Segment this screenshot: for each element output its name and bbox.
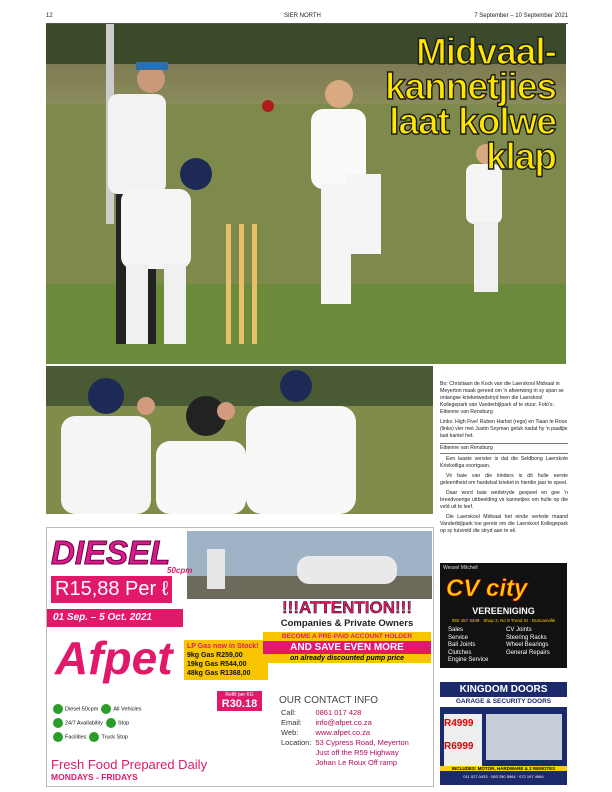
icon-label: All Vehicles	[113, 706, 142, 713]
cv-services-right	[506, 627, 550, 657]
garage-door-image	[486, 714, 562, 760]
contact-key: Web:	[281, 728, 299, 737]
main-photo	[46, 24, 566, 364]
refill-box	[217, 691, 262, 711]
paper-name: SIER NORTH	[284, 13, 321, 19]
vehicle-icon	[101, 704, 111, 714]
fresh-food-line: Fresh Food Prepared Daily	[51, 757, 208, 772]
issue-dates: 7 September – 10 September 2021	[474, 13, 568, 19]
cv-service: Engine Service	[448, 657, 489, 663]
cv-city-logo: CV city	[446, 575, 528, 602]
caption-second: Links: High Five! Ruben Harbst (regs) en Tiaan le Roux (links) vier met Justin Snyman geluk nadat hy 'n paaltjie laat kantel het.	[440, 419, 568, 439]
icon-label: 24/7 Availability	[65, 720, 103, 727]
second-photo	[46, 366, 433, 514]
diesel-title: DIESEL	[51, 534, 171, 571]
contact-row	[279, 728, 411, 738]
article-text	[440, 381, 568, 538]
headline-line-2: kannetjies	[385, 66, 556, 107]
cv-sub: VEREENIGING	[472, 606, 535, 616]
kd-footer: INCLUDES: MOTOR, HARDWARE & 2 REMOTES	[440, 766, 567, 771]
contact-table	[279, 708, 411, 768]
contact-row	[279, 738, 411, 748]
contact-row	[279, 758, 411, 768]
afpet-advert	[46, 527, 434, 787]
cv-service: Ball Joints	[448, 642, 476, 648]
icon-label: Facilities	[65, 734, 87, 741]
headline-line-3: laat kolwe	[389, 101, 556, 142]
kd-contact: 011 027 0433 · 083 290 5964 · 072 197 4964	[463, 774, 544, 779]
diesel-icon	[53, 704, 63, 714]
contact-value: info@afpet.co.za	[315, 718, 372, 727]
contact-info	[279, 695, 431, 768]
cv-service: Wheel Bearings	[506, 642, 549, 648]
high-five-photo	[46, 366, 433, 514]
contact-row	[279, 708, 411, 718]
cv-city-advert	[440, 563, 567, 668]
cents-off: 50cpm	[167, 566, 193, 575]
become-line: BECOME A PRE-PAID ACCOUNT HOLDER	[263, 632, 431, 641]
shop-icon	[106, 718, 116, 728]
days-line: MONDAYS - FRIDAYS	[51, 772, 138, 782]
facilities-icon	[53, 732, 63, 742]
fuel-station-photo	[187, 531, 432, 599]
service-icons	[53, 704, 173, 742]
body-paragraph: Vir baie van die kinders is dit hulle eerste geleentheid om hardebal krieket in hierdie jaar te speel.	[440, 473, 568, 486]
kd-price: R4999	[444, 718, 474, 729]
cv-service: CV Joints	[506, 627, 532, 633]
kingdom-doors-advert	[440, 682, 567, 785]
afpet-logo: Afpet	[55, 632, 173, 684]
save-line: AND SAVE EVEN MORE	[263, 641, 431, 654]
attention-title: !!!ATTENTION!!!	[282, 598, 412, 617]
cv-service: Service	[448, 634, 469, 641]
headline	[385, 31, 556, 177]
headline-line-4: klap	[485, 136, 556, 177]
icon-label: Truck Stop	[101, 734, 128, 741]
contact-key: Call:	[281, 708, 297, 717]
kd-logo: KINGDOM DOORS	[459, 684, 548, 695]
contact-value: 53 Cypress Road, Meyerton	[315, 738, 409, 747]
gas-price: 48kg Gas R1368,00	[187, 670, 251, 677]
gas-price: 9kg Gas R259,00	[187, 652, 243, 659]
cv-service: Clutches	[448, 649, 472, 656]
body-paragraph: Daar word baie wedstryde gespeel en gee 'n breedvoerige uitbeelding vir kannetjies om hulle op die veld uit te leef.	[440, 490, 568, 510]
contact-value: Just off the R59 Highway	[315, 748, 399, 757]
contact-key	[279, 748, 313, 758]
icon-label: Stop	[117, 720, 130, 727]
contact-key: Location:	[281, 738, 312, 747]
owners-line: Companies & Private Owners	[280, 618, 414, 629]
body-paragraph: Die Laerskool Midvaal het einde verlede maand Vanderbijlpark toe gereis om die Laerskool Kollegepark op sy tuisveld die stryd aan te sê.	[440, 514, 568, 534]
kd-sub: GARAGE & SECURITY DOORS	[440, 697, 567, 707]
refill-price: R30.18	[221, 698, 258, 710]
kd-price-panel	[444, 714, 482, 768]
contact-value: 0861 017 428	[315, 708, 362, 717]
truck-icon	[89, 732, 99, 742]
cv-service: General Repairs	[506, 649, 550, 656]
lp-gas-box	[184, 640, 268, 680]
contact-value: www.afpet.co.za	[315, 728, 371, 737]
contact-row	[279, 718, 411, 728]
contact-key	[279, 758, 313, 768]
contact-title: OUR CONTACT INFO	[279, 695, 379, 706]
page-header	[46, 11, 568, 24]
kd-price: R6999	[444, 741, 474, 752]
byline: Ettienne van Rensburg	[440, 443, 568, 454]
gas-price: 19kg Gas R544,00	[187, 661, 247, 668]
promo-dates: 01 Sep. – 5 Oct. 2021	[47, 609, 183, 627]
discount-line: on already discounted pump price	[263, 654, 431, 663]
caption-top: Bo: Christiaan de Kock van die Laerskool Midvaal in Meyerton maak gereed om 'n afwerwing in sy span se onlangse krieketwedstryd teen die Laerskool Kollegepark van Vanderbijlpark af te stuur. Foto's: Ettienne van Rensburg	[440, 381, 564, 415]
cv-services-left	[448, 627, 488, 665]
lp-gas-title: LP Gas now in Stock!	[187, 643, 259, 650]
headline-line-1: Midvaal-	[415, 31, 556, 72]
cv-service: Sales	[448, 627, 464, 633]
cv-service: Steering Racks	[506, 634, 547, 641]
icon-label: Diesel 50cpm	[65, 706, 99, 713]
cv-top-line: Wessel Mitchell	[443, 565, 478, 571]
refill-label: Refill per KG	[225, 692, 254, 698]
clock-icon	[53, 718, 63, 728]
contact-key: Email:	[281, 718, 302, 727]
attention-block	[263, 598, 431, 663]
contact-row	[279, 748, 411, 758]
diesel-price: R15,88 Per ℓ	[51, 576, 172, 603]
page-number: 12	[46, 13, 53, 19]
cv-phones: 082 457 3349 · Shop 3, No 9 Trond St · Duncanville	[451, 618, 556, 623]
contact-value: Johan Le Roux Off ramp	[315, 758, 398, 767]
body-paragraph: Een laaste venster is dat die Seldbong Laerskole Krieketliga voortgaan.	[440, 456, 568, 469]
